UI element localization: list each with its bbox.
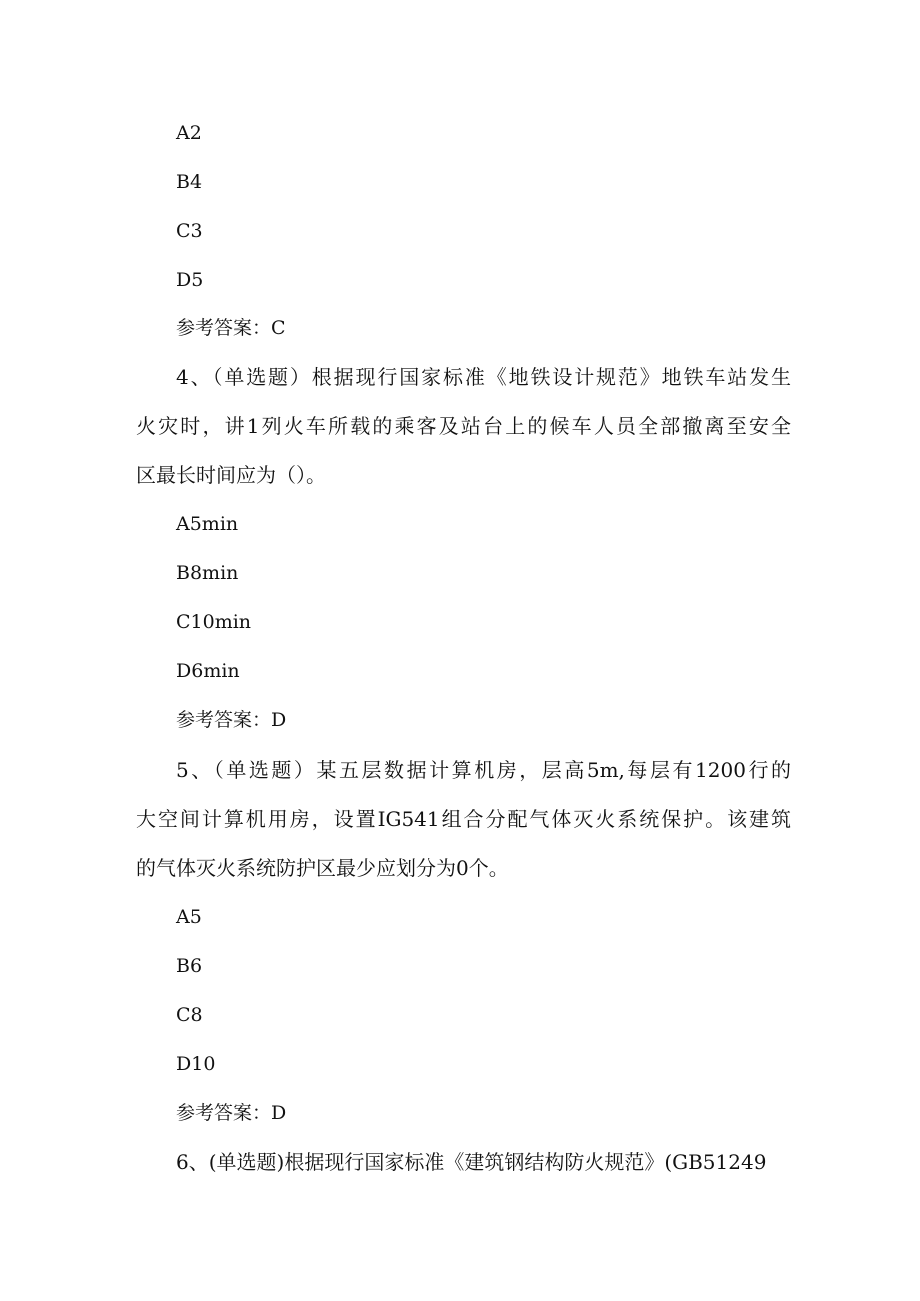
q5-answer: 参考答案：D (176, 1102, 287, 1124)
q6-text-line-1: 6、(单选题)根据现行国家标准《建筑钢结构防火规范》(GB51249 (176, 1150, 767, 1174)
q4-option-d: D6min (176, 660, 240, 682)
q5-text-line-3: 的气体灭火系统防护区最少应划分为0个。 (136, 856, 509, 880)
q5-text-line-2: 大空间计算机用房，设置IG541组合分配气体灭火系统保护。该建筑 (136, 807, 791, 831)
q4-option-a: A5min (176, 513, 239, 535)
q4-answer: 参考答案：D (176, 709, 287, 731)
q4-option-b: B8min (176, 562, 239, 584)
q3-option-d: D5 (176, 269, 204, 291)
q3-option-a: A2 (176, 122, 202, 144)
q4-option-c: C10min (176, 611, 252, 633)
q4-text-line-1: 4、（单选题）根据现行国家标准《地铁设计规范》地铁车站发生 (176, 365, 791, 389)
q5-text-line-1: 5、（单选题）某五层数据计算机房，层高5m,每层有1200行的 (176, 758, 791, 782)
q3-answer: 参考答案：C (176, 317, 286, 339)
q3-option-b: B4 (176, 171, 203, 193)
q5-option-d: D10 (176, 1053, 216, 1075)
q4-text-line-2: 火灾时，讲1列火车所载的乘客及站台上的候车人员全部撤离至安全 (136, 414, 791, 438)
q5-option-b: B6 (176, 955, 203, 977)
q5-option-a: A5 (176, 906, 202, 928)
q4-text-line-3: 区最长时间应为（）。 (136, 463, 326, 487)
q5-option-c: C8 (176, 1004, 203, 1026)
q3-option-c: C3 (176, 220, 203, 242)
